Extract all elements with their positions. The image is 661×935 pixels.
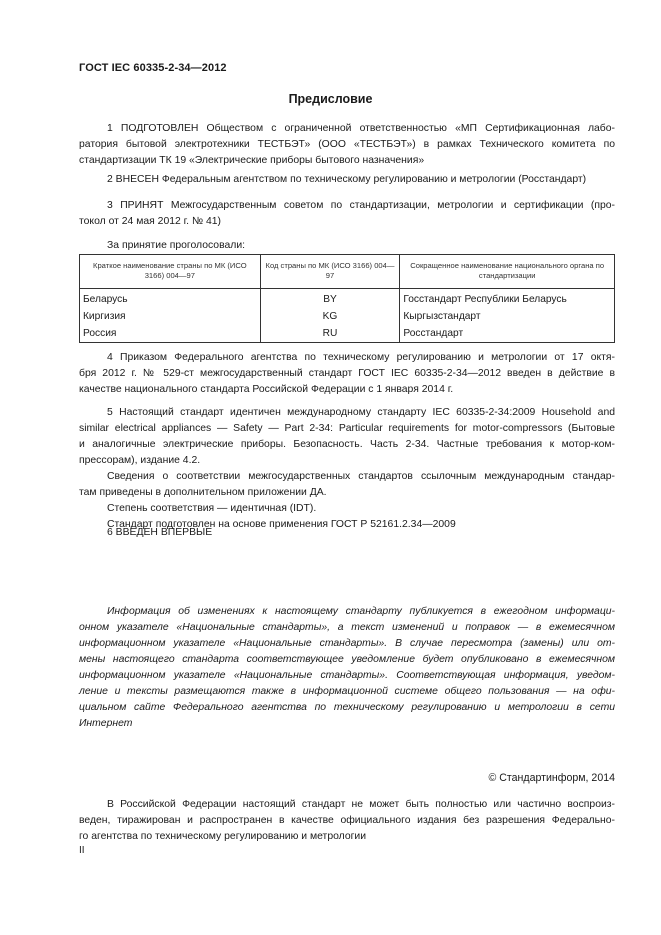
table-row	[80, 289, 615, 309]
column-header-standards-body: Сокращенное наименование национального органа по стандартизации	[400, 255, 615, 289]
text-line: ление и тексты размещаются также в информационной системе общего пользования — на офи-	[79, 686, 615, 697]
text-line: Сведения о соответствии межгосударственных стандартов ссылочным международным стандар-	[107, 471, 615, 482]
document-code-header: ГОСТ IEC 60335-2-34—2012	[79, 62, 227, 74]
paragraph-2-introduced	[79, 172, 615, 188]
country-cell: Беларусь	[80, 289, 261, 309]
standards-body-cell: Кыргызстандарт	[400, 308, 615, 325]
text-line: Интернет	[79, 718, 133, 729]
text-line: Стандарт подготовлен на основе применения ГОСТ Р 52161.2.34—2009	[107, 519, 456, 530]
text-line: и аналогичные электрические приборы. Безопасность. Часть 2-34. Частные требования к мотор-ком-	[79, 439, 615, 450]
table-row	[80, 325, 615, 343]
page-number: II	[79, 845, 85, 856]
country-cell: Россия	[80, 325, 261, 343]
table-row	[80, 308, 615, 325]
text-line: бря 2012 г. № 529-ст межгосударственный стандарт ГОСТ IEC 60335-2-34—2012 введен в действие в	[79, 368, 615, 379]
column-header-code: Код страны по МК (ИСО 3166) 004—97	[260, 255, 400, 289]
text-line: similar electrical appliances — Safety — Part 2-34: Particular requirements for motor-compressors (Бытовые	[79, 423, 615, 434]
text-line: циальном сайте Федерального агентства по техническому регулированию и метрологии в сети	[79, 702, 615, 713]
changes-information-notice	[79, 604, 615, 732]
page-title: Предисловие	[288, 92, 373, 106]
text-line: 3 ПРИНЯТ Межгосударственным советом по стандартизации, метрологии и сертификации (про-	[107, 200, 615, 211]
text-line: мены настоящего стандарта соответствующее уведомление будет опубликовано в ежемесячном	[79, 654, 615, 665]
text-line: онном указателе «Национальные стандарты», а текст изменений и поправок — в ежемесячном	[79, 622, 615, 633]
copyright-notice: © Стандартинформ, 2014	[488, 772, 615, 784]
country-code-cell: KG	[260, 308, 400, 325]
country-cell: Киргизия	[80, 308, 261, 325]
paragraph-5-identical-standard	[79, 405, 615, 533]
text-line: качестве национального стандарта Российской Федерации с 1 января 2014 г.	[79, 384, 454, 395]
country-code-cell: RU	[260, 325, 400, 343]
text-line: ратория бытовой электротехники ТЕСТБЭТ» (ООО «ТЕСТБЭТ») в рамках Технического комитета по	[79, 139, 615, 150]
standards-body-cell: Росстандарт	[400, 325, 615, 343]
text-line: 1 ПОДГОТОВЛЕН Обществом с ограниченной ответственностью «МП Сертификационная лабо-	[107, 123, 615, 134]
text-line: информационном указателе «Национальные стандарты». Соответствующая информация, уведом-	[79, 670, 615, 681]
text-line: 4 Приказом Федерального агентства по техническому регулированию и метрологии от 17 октя-	[107, 352, 615, 363]
text-line: Информация об изменениях к настоящему стандарту публикуется в ежегодном информаци-	[107, 606, 615, 617]
standards-body-cell: Госстандарт Республики Беларусь	[400, 289, 615, 309]
paragraph-4-order	[79, 350, 615, 398]
text-line: токол от 24 мая 2012 г. № 41)	[79, 216, 222, 227]
text-line: В Российской Федерации настоящий стандарт не может быть полностью или частично воспроиз-	[107, 799, 615, 810]
text-line: 5 Настоящий стандарт идентичен международному стандарту IEC 60335-2-34:2009 Household and	[107, 407, 615, 418]
paragraph-3-adopted	[79, 198, 615, 230]
text-line: го агентства по техническому регулированию и метрологии	[79, 831, 366, 842]
agreement-label: За принятие проголосовали:	[107, 240, 246, 251]
text-line: 2 ВНЕСЕН Федеральным агентством по техническому регулированию и метрологии (Росстандарт)	[107, 174, 587, 185]
paragraph-6-first-introduced: 6 ВВЕДЕН ВПЕРВЫЕ	[107, 527, 213, 538]
text-line: информационном указателе «Национальные стандарты». В случае пересмотра (замены) или от-	[79, 638, 615, 649]
voting-countries-table	[79, 254, 615, 343]
text-line: Степень соответствия — идентичная (IDT).	[107, 503, 317, 514]
text-line: прессорам), издание 4.2.	[79, 455, 201, 466]
column-header-country: Краткое наименование страны по МК (ИСО 3166) 004—97	[80, 255, 261, 289]
paragraph-1-prepared	[79, 121, 615, 169]
text-line: стандартизации ТК 19 «Электрические приборы бытового назначения»	[79, 155, 425, 166]
text-line: там приведены в дополнительном приложении ДА.	[79, 487, 327, 498]
text-line: веден, тиражирован и распространен в качестве официального издания без разрешения Федерально-	[79, 815, 615, 826]
country-code-cell: BY	[260, 289, 400, 309]
reproduction-restriction-notice	[79, 797, 615, 845]
